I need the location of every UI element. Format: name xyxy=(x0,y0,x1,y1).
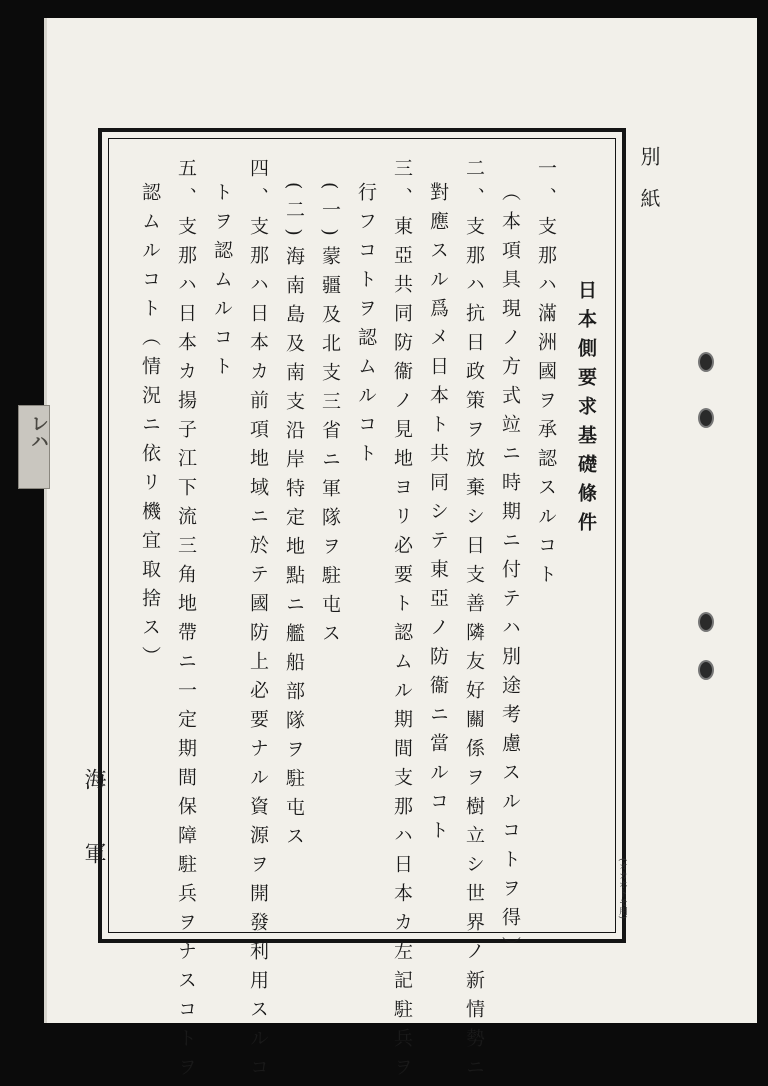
navy-label: 海軍 xyxy=(81,768,106,916)
line-1: 一、支那ハ滿洲國ヲ承認スルコト xyxy=(535,158,557,593)
line-5: 三、東亞共同防衞ノ見地ヨリ必要ト認ムル期間支那ハ日本カ左記駐兵ヲ xyxy=(391,158,413,1086)
tab-label: レハ xyxy=(28,414,49,450)
line-8: (二)海南島及南支沿岸特定地點ニ艦船部隊ヲ駐屯ス xyxy=(283,182,305,855)
line-3: 二、支那ハ抗日政策ヲ放棄シ日支善隣友好關係ヲ樹立シ世界ノ新情勢ニ xyxy=(463,158,485,1086)
binding-hole xyxy=(698,352,714,372)
line-11: 五、支那ハ日本カ揚子江下流三角地帶ニ一定期間保障駐兵ヲナスコトヲ xyxy=(175,158,197,1086)
line-7: (一)蒙疆及北支三省ニ軍隊ヲ駐屯ス xyxy=(319,182,341,652)
line-6: 行フコトヲ認ムルコト xyxy=(355,182,377,472)
binding-tab xyxy=(18,405,50,489)
line-4: 對應スル爲メ日本ト共同シテ東亞ノ防衞ニ當ルコト xyxy=(427,182,449,849)
document-title: 日本側要求基礎條件 xyxy=(575,280,597,541)
binding-hole xyxy=(698,612,714,632)
line-10: トヲ認ムルコト xyxy=(211,182,233,385)
attachment-label: 別紙 xyxy=(637,146,661,230)
line-9: 四、支那ハ日本カ前項地域ニ於テ國防上必要ナル資源ヲ開發利用スルコ xyxy=(247,158,269,1086)
binding-hole xyxy=(698,408,714,428)
line-12: 認ムルコト（情況ニ依リ機宜取捨ス） xyxy=(139,182,161,675)
line-2: （本項具現ノ方式竝ニ時期ニ付テハ別途考慮スルコトヲ得） xyxy=(499,182,521,965)
binding-hole xyxy=(698,660,714,680)
footnote: (オカホトモ用) xyxy=(617,858,627,920)
